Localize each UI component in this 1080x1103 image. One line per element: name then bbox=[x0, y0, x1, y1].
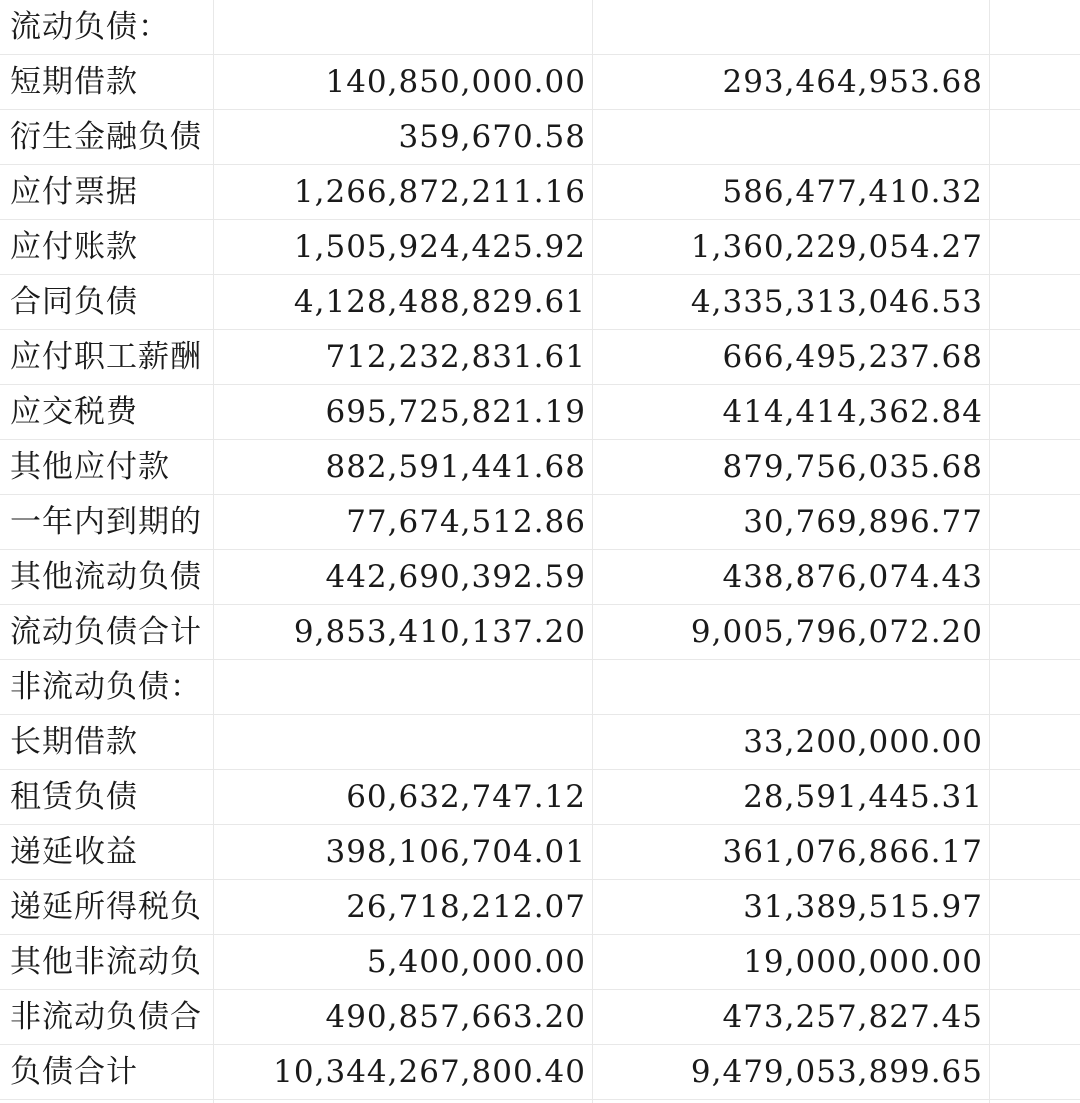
empty-cell[interactable] bbox=[989, 275, 1080, 329]
previous-value-cell[interactable]: 9,479,053,899.65 bbox=[690, 1054, 983, 1090]
current-value-cell[interactable]: 4,128,488,829.61 bbox=[293, 284, 586, 320]
empty-cell[interactable] bbox=[989, 330, 1080, 384]
table-row bbox=[0, 935, 1080, 990]
label-cell[interactable]: 衍生金融负债 bbox=[10, 119, 202, 155]
current-value-cell[interactable]: 359,670.58 bbox=[398, 119, 586, 155]
table-row bbox=[0, 385, 1080, 440]
empty-cell[interactable] bbox=[989, 0, 1080, 54]
empty-cell[interactable] bbox=[989, 715, 1080, 769]
current-value-cell[interactable]: 60,632,747.12 bbox=[346, 779, 586, 815]
empty-cell[interactable] bbox=[989, 220, 1080, 274]
current-value-cell[interactable]: 10,344,267,800.40 bbox=[273, 1054, 586, 1090]
table-row bbox=[0, 110, 1080, 165]
table-row bbox=[0, 550, 1080, 605]
current-value-cell[interactable]: 695,725,821.19 bbox=[325, 394, 586, 430]
previous-value-cell[interactable]: 30,769,896.77 bbox=[743, 504, 983, 540]
previous-value-cell[interactable]: 586,477,410.32 bbox=[722, 174, 983, 210]
current-value-cell[interactable]: 1,266,872,211.16 bbox=[293, 174, 586, 210]
table-row bbox=[0, 55, 1080, 110]
label-cell[interactable]: 递延所得税负 bbox=[10, 889, 202, 925]
table-row bbox=[0, 220, 1080, 275]
table-row bbox=[0, 495, 1080, 550]
empty-cell[interactable] bbox=[989, 440, 1080, 494]
empty-cell[interactable] bbox=[989, 165, 1080, 219]
table-row bbox=[0, 605, 1080, 660]
previous-value-cell[interactable]: 1,360,229,054.27 bbox=[690, 229, 983, 265]
previous-value-cell[interactable]: 33,200,000.00 bbox=[743, 724, 983, 760]
table-row bbox=[0, 715, 1080, 770]
empty-cell[interactable] bbox=[989, 385, 1080, 439]
table-row bbox=[0, 165, 1080, 220]
label-cell[interactable]: 其他非流动负 bbox=[10, 944, 202, 980]
label-cell[interactable]: 流动负债： bbox=[10, 9, 170, 45]
table-row bbox=[0, 770, 1080, 825]
previous-value-cell[interactable]: 28,591,445.31 bbox=[743, 779, 983, 815]
table-row bbox=[0, 880, 1080, 935]
label-cell[interactable]: 应付职工薪酬 bbox=[10, 339, 202, 375]
table-row bbox=[0, 990, 1080, 1045]
current-value-cell[interactable]: 1,505,924,425.92 bbox=[293, 229, 586, 265]
current-value-cell[interactable]: 398,106,704.01 bbox=[325, 834, 586, 870]
empty-cell[interactable] bbox=[989, 605, 1080, 659]
current-value-cell[interactable]: 5,400,000.00 bbox=[366, 944, 586, 980]
current-value-cell[interactable]: 882,591,441.68 bbox=[325, 449, 586, 485]
empty-cell[interactable] bbox=[989, 825, 1080, 879]
current-value-cell[interactable]: 77,674,512.86 bbox=[346, 504, 586, 540]
empty-cell[interactable] bbox=[989, 55, 1080, 109]
previous-value-cell[interactable] bbox=[592, 0, 989, 54]
empty-cell[interactable] bbox=[989, 550, 1080, 604]
label-cell[interactable]: 递延收益 bbox=[10, 834, 138, 870]
table-row bbox=[0, 825, 1080, 880]
label-cell[interactable]: 应付票据 bbox=[10, 174, 138, 210]
table-row bbox=[0, 275, 1080, 330]
table-row bbox=[0, 660, 1080, 715]
previous-value-cell[interactable]: 9,005,796,072.20 bbox=[690, 614, 983, 650]
empty-cell[interactable] bbox=[989, 495, 1080, 549]
label-cell[interactable]: 一年内到期的 bbox=[10, 504, 202, 540]
empty-cell[interactable] bbox=[989, 660, 1080, 714]
current-value-cell[interactable]: 26,718,212.07 bbox=[346, 889, 586, 925]
label-cell[interactable]: 负债合计 bbox=[10, 1054, 138, 1090]
empty-cell[interactable] bbox=[989, 1045, 1080, 1099]
previous-value-cell[interactable]: 879,756,035.68 bbox=[722, 449, 983, 485]
label-cell[interactable]: 非流动负债合 bbox=[10, 999, 202, 1035]
label-cell[interactable]: 租赁负债 bbox=[10, 779, 138, 815]
current-value-cell[interactable]: 442,690,392.59 bbox=[325, 559, 586, 595]
current-value-cell[interactable]: 490,857,663.20 bbox=[325, 999, 586, 1035]
current-value-cell[interactable]: 140,850,000.00 bbox=[325, 64, 586, 100]
label-cell[interactable]: 长期借款 bbox=[10, 724, 138, 760]
empty-cell[interactable] bbox=[989, 935, 1080, 989]
empty-cell[interactable] bbox=[989, 770, 1080, 824]
previous-value-cell[interactable] bbox=[592, 110, 989, 164]
label-cell[interactable]: 其他应付款 bbox=[10, 449, 170, 485]
current-value-cell[interactable] bbox=[213, 0, 592, 54]
empty-cell[interactable] bbox=[989, 110, 1080, 164]
table-row bbox=[0, 440, 1080, 495]
label-cell[interactable]: 应付账款 bbox=[10, 229, 138, 265]
previous-value-cell[interactable] bbox=[592, 660, 989, 714]
label-cell[interactable]: 短期借款 bbox=[10, 64, 138, 100]
label-cell[interactable]: 流动负债合计 bbox=[10, 614, 202, 650]
table-row bbox=[0, 1045, 1080, 1100]
previous-value-cell[interactable]: 31,389,515.97 bbox=[743, 889, 983, 925]
current-value-cell[interactable]: 9,853,410,137.20 bbox=[293, 614, 586, 650]
current-value-cell[interactable]: 712,232,831.61 bbox=[325, 339, 586, 375]
previous-value-cell[interactable]: 293,464,953.68 bbox=[722, 64, 983, 100]
previous-value-cell[interactable]: 4,335,313,046.53 bbox=[690, 284, 983, 320]
previous-value-cell[interactable]: 19,000,000.00 bbox=[743, 944, 983, 980]
previous-value-cell[interactable]: 414,414,362.84 bbox=[722, 394, 983, 430]
label-cell[interactable]: 合同负债 bbox=[10, 284, 138, 320]
empty-cell[interactable] bbox=[989, 880, 1080, 934]
label-cell[interactable]: 其他流动负债 bbox=[10, 559, 202, 595]
table-row bbox=[0, 0, 1080, 55]
previous-value-cell[interactable]: 361,076,866.17 bbox=[722, 834, 983, 870]
label-cell[interactable]: 非流动负债： bbox=[10, 669, 202, 705]
previous-value-cell[interactable]: 473,257,827.45 bbox=[722, 999, 983, 1035]
table-row bbox=[0, 330, 1080, 385]
current-value-cell[interactable] bbox=[213, 715, 592, 769]
current-value-cell[interactable] bbox=[213, 660, 592, 714]
previous-value-cell[interactable]: 438,876,074.43 bbox=[722, 559, 983, 595]
empty-cell[interactable] bbox=[989, 990, 1080, 1044]
previous-value-cell[interactable]: 666,495,237.68 bbox=[722, 339, 983, 375]
label-cell[interactable]: 应交税费 bbox=[10, 394, 138, 430]
